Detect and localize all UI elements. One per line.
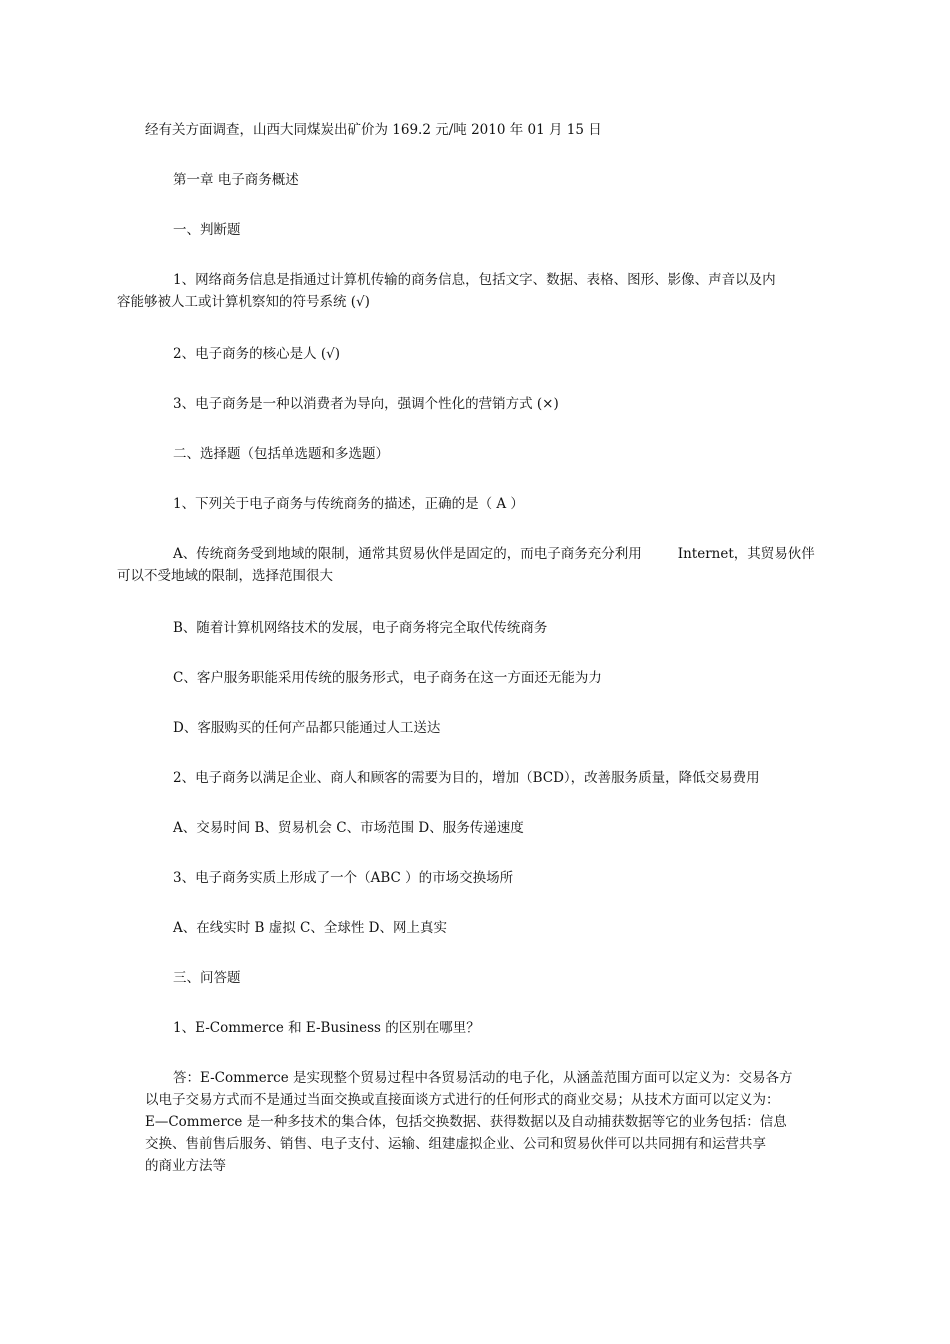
section-heading-qa: 三、问答题: [173, 970, 241, 986]
choice-question-1-option-d: D、客服购买的任何产品都只能通过人工送达: [173, 720, 441, 736]
intro-line: 经有关方面调查，山西大同煤炭出矿价为 169.2 元/吨 2010 年 01 月 15 日: [145, 122, 602, 138]
true-false-question-2: 2、电子商务的核心是人 (√): [173, 346, 341, 362]
question-text-line: 容能够被人工或计算机察知的符号系统 (√): [117, 294, 370, 310]
choice-question-1: 1、下列关于电子商务与传统商务的描述，正确的是（ A ）: [173, 496, 524, 512]
true-false-question-1: [117, 269, 810, 313]
answer-line: 以电子交易方式而不是通过当面交换或直接面谈方式进行的任何形式的商业交易；从技术方面可以定义为：: [145, 1092, 780, 1108]
section-heading-choice: 二、选择题（包括单选题和多选题）: [173, 446, 389, 462]
qa-answer-1: [145, 1067, 810, 1177]
answer-line: E—Commerce 是一种多技术的集合体，包括交换数据、获得数据以及自动捕获数据等它的业务包括：信息: [145, 1114, 787, 1130]
section-heading-true-false: 一、判断题: [173, 222, 241, 238]
option-text: Internet，其贸易伙伴: [677, 546, 815, 562]
answer-line: 答：E-Commerce 是实现整个贸易过程中各贸易活动的电子化，从涵盖范围方面可以定义为：交易各方: [173, 1070, 793, 1086]
true-false-question-3: 3、电子商务是一种以消费者为导向，强调个性化的营销方式 (×): [173, 396, 559, 412]
choice-question-1-option-b: B、随着计算机网络技术的发展，电子商务将完全取代传统商务: [173, 620, 548, 636]
answer-line: 交换、售前售后服务、销售、电子支付、运输、组建虚拟企业、公司和贸易伙伴可以共同拥有和运营共享: [145, 1136, 766, 1152]
option-text: A、传统商务受到地域的限制，通常其贸易伙伴是固定的，而电子商务充分利用: [173, 546, 642, 562]
choice-question-3: 3、电子商务实质上形成了一个（ABC ）的市场交换场所: [173, 870, 514, 886]
choice-question-2-options: A、交易时间 B、贸易机会 C、市场范围 D、服务传递速度: [173, 820, 524, 836]
answer-line: 的商业方法等: [145, 1158, 226, 1174]
choice-question-2: 2、电子商务以满足企业、商人和顾客的需要为目的，增加（BCD），改善服务质量，降低交易费用: [173, 770, 760, 786]
option-text-line: 可以不受地域的限制，选择范围很大: [117, 568, 333, 584]
choice-question-1-option-a: [117, 543, 815, 587]
qa-question-1: 1、E-Commerce 和 E-Business 的区别在哪里？: [173, 1020, 480, 1036]
chapter-title: 第一章 电子商务概述: [173, 172, 299, 188]
option-line: [145, 543, 815, 565]
choice-question-1-option-c: C、客户服务职能采用传统的服务形式，电子商务在这一方面还无能为力: [173, 670, 602, 686]
question-text-line: 1、网络商务信息是指通过计算机传输的商务信息，包括文字、数据、表格、图形、影像、声音以及内: [173, 272, 776, 288]
choice-question-3-options: A、在线实时 B 虚拟 C、全球性 D、网上真实: [173, 920, 447, 936]
